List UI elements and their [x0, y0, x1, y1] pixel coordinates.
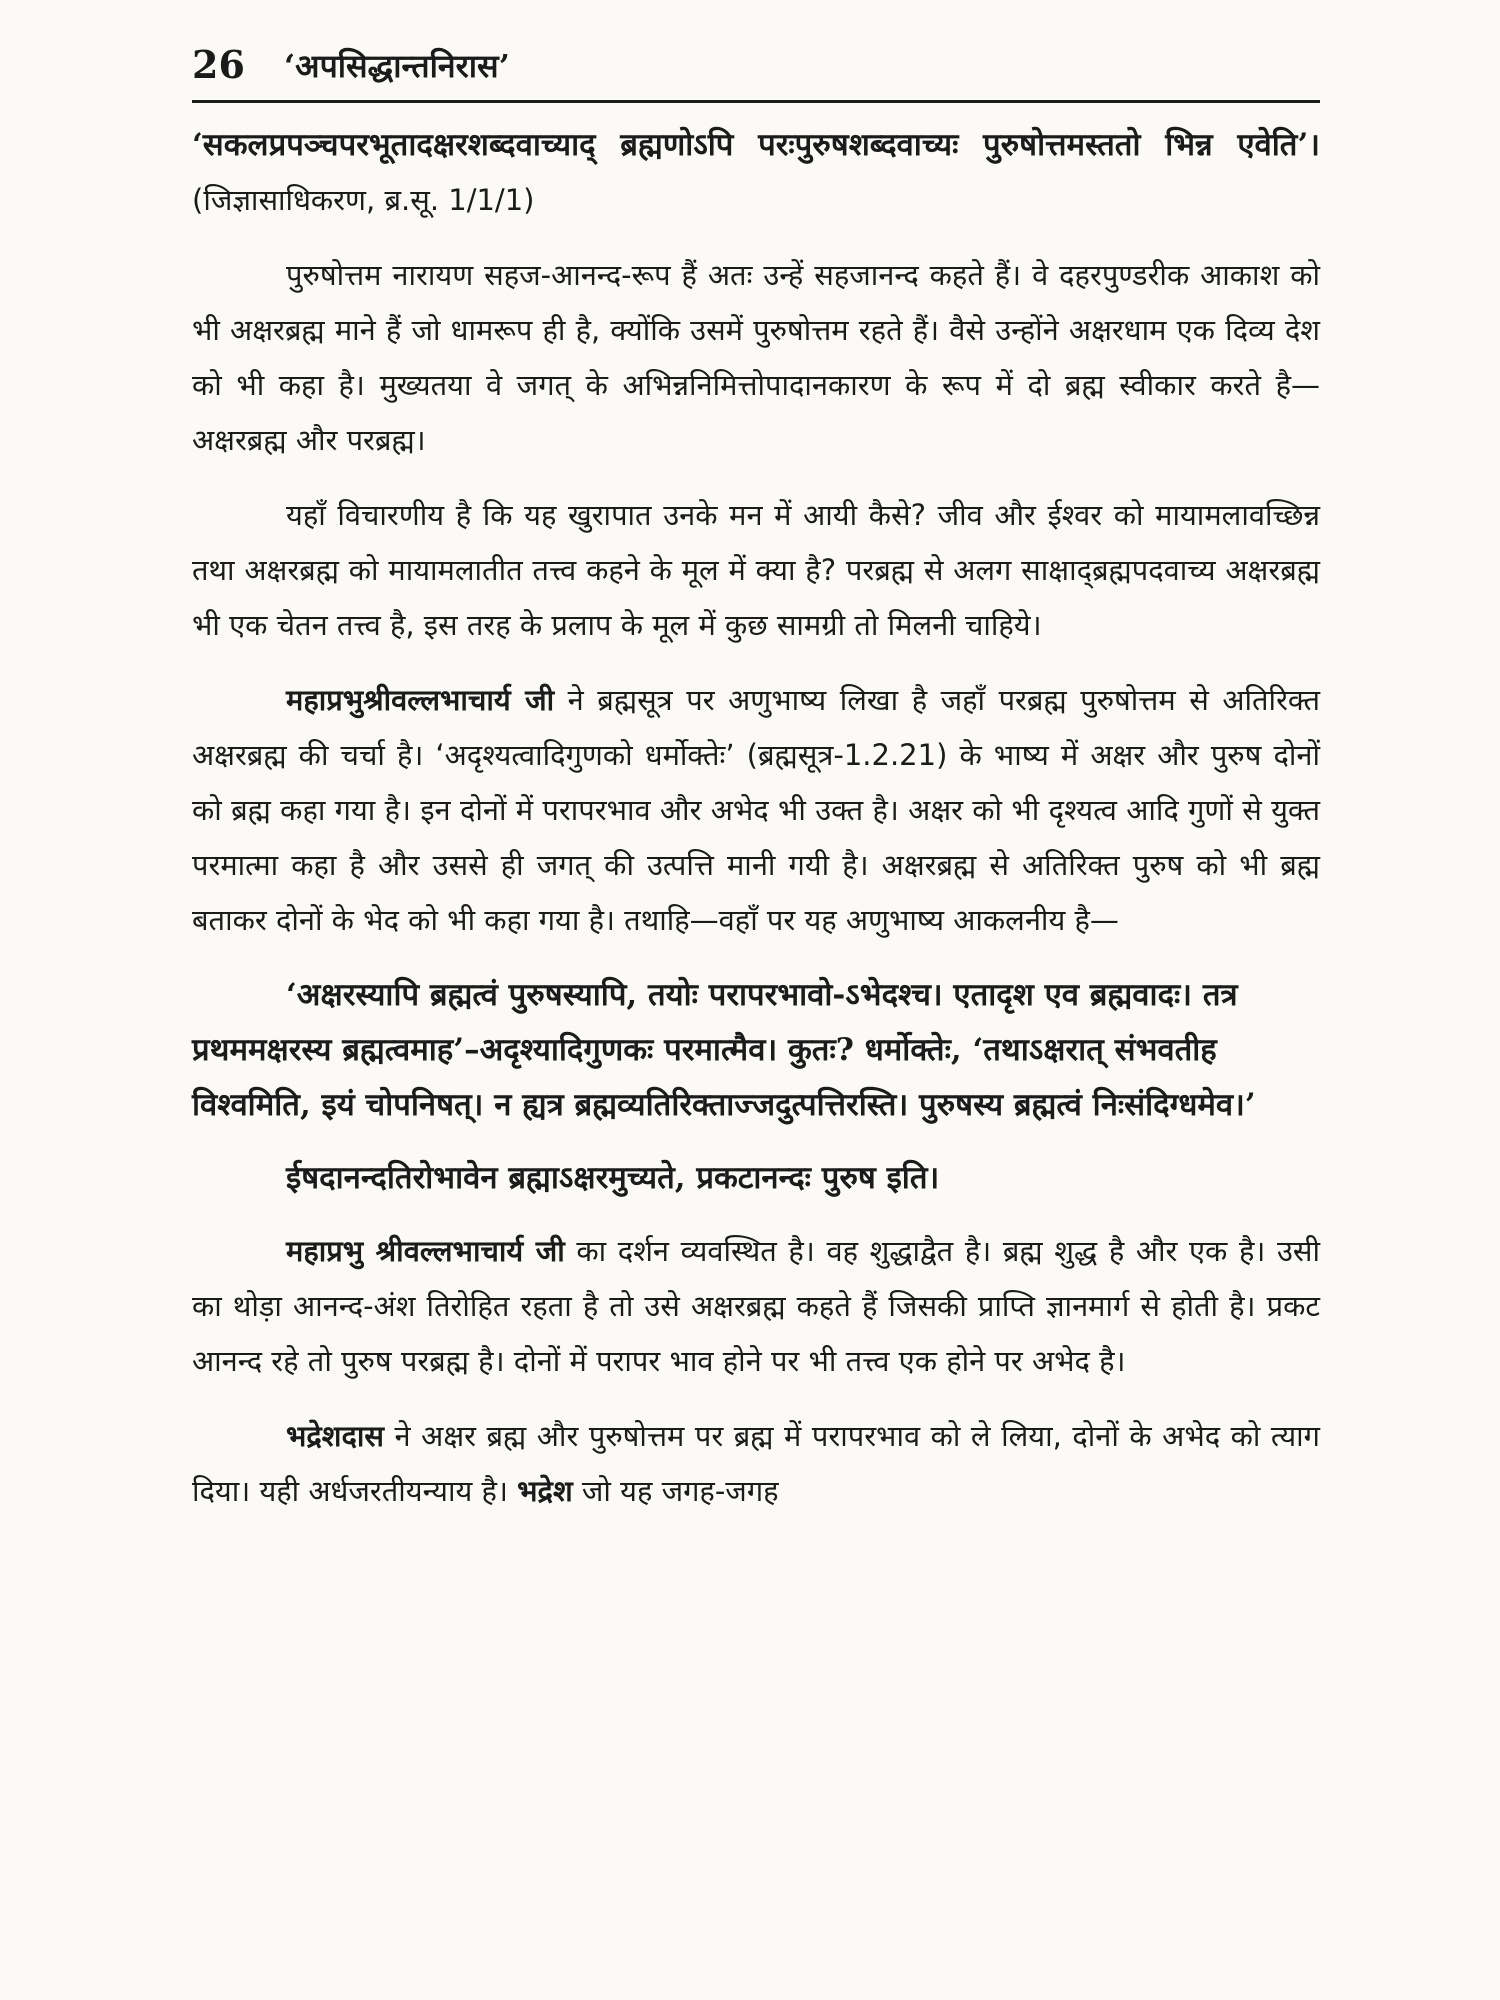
- sanskrit-line: ईषदानन्दतिरोभावेन ब्रह्माऽक्षरमुच्यते, प्रकटानन्दः पुरुष इति।: [286, 1160, 940, 1196]
- page-number: 26: [192, 42, 245, 87]
- opening-sanskrit-quote: [192, 118, 1320, 228]
- paragraph-5-bold-lead: भद्रेशदास: [286, 1419, 385, 1453]
- paragraph-2: यहाँ विचारणीय है कि यह खुरापात उनके मन में आयी कैसे? जीव और ईश्वर को मायामलावच्छिन्न तथा अक्षरब्रह्म को मायामलातीत तत्त्व कहने के मूल में क्या है? परब्रह्म से अलग साक्षाद्ब्रह्मपदवाच्य अक्षरब्रह्म भी एक चेतन तत्त्व है, इस तरह के प्रलाप के मूल में कुछ सामग्री तो मिलनी चाहिये।: [192, 498, 1320, 642]
- paragraph-5-text-1: ने अक्षर ब्रह्म और पुरुषोत्तम पर ब्रह्म में परापरभाव को ले लिया, दोनों के अभेद को त्याग दिया। यही अर्धजरतीयन्याय है।: [192, 1419, 1320, 1508]
- running-title: ‘अपसिद्धान्तनिरास’: [284, 47, 510, 85]
- paragraph-5-text-2: जो यह जगह-जगह: [572, 1474, 779, 1508]
- paragraph-1: पुरुषोत्तम नारायण सहज-आनन्द-रूप हैं अतः उन्हें सहजानन्द कहते हैं। वे दहरपुण्डरीक आकाश को भी अक्षरब्रह्म माने हैं जो धामरूप ही है, क्योंकि उसमें पुरुषोत्तम रहते हैं। वैसे उन्होंने अक्षरधाम एक दिव्य देश को भी कहा है। मुख्यतया वे जगत् के अभिन्ननिमित्तोपादानकारण के रूप में दो ब्रह्म स्वीकार करते है—अक्षरब्रह्म और परब्रह्म।: [192, 258, 1320, 457]
- paragraph-3: [192, 673, 1320, 948]
- paragraph-5: [192, 1409, 1320, 1519]
- page-body: [192, 118, 1320, 1519]
- page-header: [192, 38, 1320, 103]
- paragraph-3-bold-lead: महाप्रभुश्रीवल्लभाचार्य जी: [286, 683, 555, 717]
- paragraph-4: [192, 1224, 1320, 1389]
- paragraph-3-text: ने ब्रह्मसूत्र पर अणुभाष्य लिखा है जहाँ परब्रह्म पुरुषोत्तम से अतिरिक्त अक्षरब्रह्म की चर्चा है। ‘अदृश्यत्वादिगुणको धर्मोक्तेः’ (ब्रह्मसूत्र-1.2.21) के भाष्य में अक्षर और पुरुष दोनों को ब्रह्म कहा गया है। इन दोनों में परापरभाव और अभेद भी उक्त है। अक्षर को भी दृश्यत्व आदि गुणों से युक्त परमात्मा कहा है और उससे ही जगत् की उत्पत्ति मानी गयी है। अक्षरब्रह्म से अतिरिक्त पुरुष को भी ब्रह्म बताकर दोनों के भेद को भी कहा गया है। तथाहि—वहाँ पर यह अणुभाष्य आकलनीय है—: [192, 683, 1320, 937]
- opening-quote-text: ‘सकलप्रपञ्चपरभूतादक्षरशब्दवाच्याद् ब्रह्मणोऽपि परःपुरुषशब्दवाच्यः पुरुषोत्तमस्ततो भिन्न एवेति’।: [192, 127, 1320, 163]
- sanskrit-bhashya-quote: ‘अक्षरस्यापि ब्रह्मत्वं पुरुषस्यापि, तयोः परापरभावो-ऽभेदश्च। एतादृश एव ब्रह्मवादः। तत्र प्रथममक्षरस्य ब्रह्मत्वमाह’–अदृश्यादिगुणकः परमात्मैव। कुतः? धर्मोक्तेः, ‘तथाऽक्षरात् संभवतीह विश्वमिति, इयं चोपनिषत्। न ह्यत्र ब्रह्मव्यतिरिक्ताज्जदुत्पत्तिरस्ति। पुरुषस्य ब्रह्मत्वं निःसंदिग्धमेव।’: [192, 977, 1256, 1123]
- opening-quote-reference: (जिज्ञासाधिकरण, ब्र.सू. 1/1/1): [192, 183, 535, 217]
- paragraph-5-bold-mid: भद्रेश: [517, 1474, 573, 1508]
- paragraph-4-bold-lead: महाप्रभु श्रीवल्लभाचार्य जी: [286, 1234, 565, 1268]
- paragraph-4-text: का दर्शन व्यवस्थित है। वह शुद्धाद्वैत है। ब्रह्म शुद्ध है और एक है। उसी का थोड़ा आनन्द-अंश तिरोहित रहता है तो उसे अक्षरब्रह्म कहते हैं जिसकी प्राप्ति ज्ञानमार्ग से होती है। प्रकट आनन्द रहे तो पुरुष परब्रह्म है। दोनों में परापर भाव होने पर भी तत्त्व एक होने पर अभेद है।: [192, 1234, 1320, 1378]
